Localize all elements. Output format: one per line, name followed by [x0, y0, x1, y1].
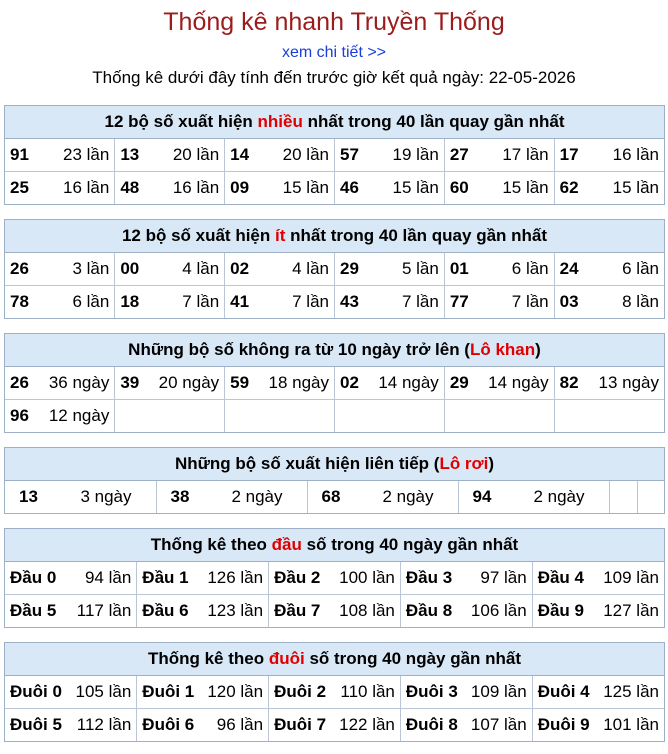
stat-cell: [444, 139, 554, 172]
stat-cell: [334, 367, 444, 400]
stats-table: [5, 562, 664, 627]
number: 41: [230, 292, 250, 311]
heading-text: số trong 40 ngày gần nhất: [301, 535, 519, 554]
count: 123 lần: [207, 601, 264, 620]
number: 82: [559, 373, 579, 392]
number: 13: [120, 145, 140, 164]
count: 117 lần: [76, 601, 132, 620]
stat-cell: [225, 286, 335, 319]
stat-cell: [115, 139, 225, 172]
stat-cell: [115, 253, 225, 286]
panel-heading: [5, 334, 664, 367]
number: 57: [339, 145, 359, 164]
count: 96 lần: [216, 715, 264, 734]
heading-text: Thống kê theo: [150, 535, 272, 554]
stats-table: [5, 481, 664, 513]
panel-heading: [5, 106, 664, 139]
number: 01: [449, 259, 469, 278]
empty-cell: [334, 400, 444, 433]
date-note: Thống kê dưới đây tính đến trước giờ kết quả ngày: 22-05-2026: [92, 68, 576, 87]
count: 109 lần: [603, 568, 659, 587]
heading-highlight: đầu: [271, 535, 302, 554]
stat-cell: [269, 676, 401, 709]
count: 6 lần: [622, 259, 659, 278]
stat-cell: [554, 139, 664, 172]
lo-khan-panel: [4, 333, 665, 433]
digit-label: Đuôi 6: [142, 715, 195, 734]
count: 15 lần: [502, 178, 549, 197]
stat-cell: [400, 676, 532, 709]
count: 4 lần: [182, 259, 220, 278]
count: 97 lần: [480, 568, 527, 587]
count: 6 lần: [511, 259, 549, 278]
panel-heading: [5, 220, 664, 253]
count: 4 lần: [292, 259, 329, 278]
empty-cell: [444, 400, 554, 433]
number: 91: [10, 145, 29, 164]
duoi-panel: [4, 642, 665, 742]
heading-text: ): [488, 454, 495, 473]
digit-label: Đuôi 7: [274, 715, 327, 734]
number: 09: [230, 178, 250, 197]
count: 14 ngày: [488, 373, 549, 392]
stat-cell: [156, 481, 307, 513]
stat-cell: [5, 676, 137, 709]
number: 03: [559, 292, 579, 311]
stat-cell: [334, 172, 444, 205]
stat-cell: [225, 367, 335, 400]
stat-cell: [532, 595, 664, 628]
heading-text: 12 bộ số xuất hiện: [121, 226, 275, 245]
detail-link[interactable]: xem chi tiết >>: [281, 44, 387, 61]
count: 6 lần: [72, 292, 110, 311]
number: 00: [120, 259, 140, 278]
stat-cell: [137, 562, 269, 595]
stat-cell: [532, 562, 664, 595]
number: 46: [339, 178, 359, 197]
number: 27: [449, 145, 469, 164]
stat-cell: [137, 676, 269, 709]
stat-cell: [115, 286, 225, 319]
heading-highlight: nhiều: [257, 112, 303, 131]
count: 23 lần: [63, 145, 110, 164]
count: 20 lần: [282, 145, 329, 164]
stat-cell: [225, 139, 335, 172]
count: 7 lần: [182, 292, 220, 311]
stat-cell: [269, 562, 401, 595]
count: 14 ngày: [378, 373, 439, 392]
heading-text: 12 bộ số xuất hiện: [104, 112, 258, 131]
stat-cell: [444, 172, 554, 205]
stat-cell: [225, 253, 335, 286]
stat-cell: [400, 709, 532, 742]
count: 2 ngày: [382, 487, 434, 506]
count: 15 lần: [392, 178, 439, 197]
heading-text: Những bộ số xuất hiện liên tiếp (: [174, 454, 440, 473]
digit-label: Đầu 0: [10, 568, 57, 587]
stat-cell: [115, 367, 225, 400]
stat-cell: [334, 253, 444, 286]
digit-label: Đầu 2: [274, 568, 321, 587]
digit-label: Đuôi 5: [10, 715, 62, 734]
count: 13 ngày: [598, 373, 659, 392]
count: 101 lần: [603, 715, 659, 734]
number: 24: [559, 259, 579, 278]
stat-cell: [334, 286, 444, 319]
number: 02: [339, 373, 359, 392]
count: 120 lần: [207, 682, 264, 701]
number: 59: [230, 373, 250, 392]
heading-text: nhất trong 40 lần quay gần nhất: [302, 112, 565, 131]
count: 126 lần: [207, 568, 264, 587]
number: 43: [339, 292, 359, 311]
count: 7 lần: [511, 292, 549, 311]
count: 122 lần: [339, 715, 395, 734]
empty-cell: [225, 400, 335, 433]
count: 8 lần: [622, 292, 659, 311]
stat-cell: [137, 709, 269, 742]
digit-label: Đầu 5: [10, 601, 57, 620]
count: 19 lần: [392, 145, 439, 164]
count: 18 ngày: [268, 373, 329, 392]
stat-cell: [5, 172, 115, 205]
count: 12 ngày: [48, 406, 110, 425]
count: 16 lần: [63, 178, 110, 197]
stat-cell: [554, 172, 664, 205]
stat-cell: [532, 676, 664, 709]
stat-cell: [137, 595, 269, 628]
stat-cell: [444, 253, 554, 286]
digit-label: Đầu 3: [405, 568, 453, 587]
heading-highlight: ít: [275, 226, 286, 245]
number: 13: [19, 487, 38, 506]
digit-label: Đầu 1: [142, 568, 189, 587]
stat-cell: [307, 481, 458, 513]
digit-label: Đầu 6: [142, 601, 189, 620]
number: 96: [10, 406, 29, 425]
empty-cell: [637, 481, 664, 513]
stat-cell: [5, 709, 137, 742]
stat-cell: [532, 709, 664, 742]
stat-cell: [269, 595, 401, 628]
count: 5 lần: [401, 259, 439, 278]
number: 29: [449, 373, 469, 392]
count: 16 lần: [172, 178, 220, 197]
number: 78: [10, 292, 29, 311]
count: 36 ngày: [48, 373, 110, 392]
count: 17 lần: [502, 145, 549, 164]
stat-cell: [554, 286, 664, 319]
stat-cell: [400, 595, 532, 628]
heading-text: nhất trong 40 lần quay gần nhất: [285, 226, 548, 245]
most-frequent-panel: [4, 105, 665, 205]
heading-text: Những bộ số không ra từ 10 ngày trở lên (: [128, 340, 470, 359]
digit-label: Đuôi 2: [274, 682, 327, 701]
empty-cell: [554, 400, 664, 433]
heading-text: số trong 40 ngày gần nhất: [304, 649, 522, 668]
least-frequent-panel: [4, 219, 665, 319]
stat-cell: [5, 286, 115, 319]
count: 106 lần: [470, 601, 527, 620]
stat-cell: [5, 139, 115, 172]
stat-cell: [334, 139, 444, 172]
number: 39: [120, 373, 140, 392]
digit-label: Đầu 8: [405, 601, 453, 620]
stat-cell: [444, 286, 554, 319]
digit-label: Đuôi 1: [142, 682, 195, 701]
count: 16 lần: [612, 145, 659, 164]
number: 77: [449, 292, 469, 311]
digit-label: Đuôi 4: [537, 682, 590, 701]
count: 3 lần: [72, 259, 110, 278]
stat-cell: [5, 253, 115, 286]
number: 29: [339, 259, 359, 278]
empty-cell: [115, 400, 225, 433]
count: 127 lần: [603, 601, 659, 620]
empty-cell: [609, 481, 637, 513]
heading-highlight: Lô khan: [469, 340, 536, 359]
digit-label: Đuôi 9: [537, 715, 590, 734]
stat-cell: [444, 367, 554, 400]
panel-heading: [5, 643, 664, 676]
panel-heading: [5, 448, 664, 481]
digit-label: Đầu 7: [274, 601, 321, 620]
number: 68: [321, 487, 341, 506]
number: 48: [120, 178, 140, 197]
count: 2 ngày: [533, 487, 585, 506]
number: 60: [449, 178, 469, 197]
number: 17: [559, 145, 579, 164]
number: 02: [230, 259, 250, 278]
stat-cell: [5, 400, 115, 433]
stat-cell: [115, 172, 225, 205]
number: 18: [120, 292, 140, 311]
count: 3 ngày: [80, 487, 132, 506]
count: 15 lần: [612, 178, 659, 197]
stat-cell: [5, 595, 137, 628]
lo-roi-panel: [4, 447, 665, 514]
number: 26: [10, 259, 29, 278]
heading-text: Thống kê theo: [147, 649, 269, 668]
page-title: Thống kê nhanh Truyền Thống: [163, 8, 505, 36]
stat-cell: [269, 709, 401, 742]
number: 26: [10, 373, 29, 392]
count: 125 lần: [603, 682, 659, 701]
stats-table: [5, 676, 664, 741]
count: 15 lần: [282, 178, 329, 197]
digit-label: Đuôi 3: [405, 682, 458, 701]
stat-cell: [5, 562, 137, 595]
stat-cell: [5, 481, 156, 513]
count: 7 lần: [292, 292, 329, 311]
panel-heading: [5, 529, 664, 562]
count: 109 lần: [470, 682, 527, 701]
stat-cell: [400, 562, 532, 595]
count: 107 lần: [470, 715, 527, 734]
number: 62: [559, 178, 579, 197]
dau-panel: [4, 528, 665, 628]
digit-label: Đuôi 8: [405, 715, 458, 734]
digit-label: Đầu 9: [537, 601, 584, 620]
stats-table: [5, 139, 664, 204]
stat-cell: [5, 367, 115, 400]
number: 14: [230, 145, 250, 164]
number: 38: [170, 487, 190, 506]
count: 2 ngày: [231, 487, 283, 506]
stat-cell: [225, 172, 335, 205]
count: 105 lần: [75, 682, 132, 701]
count: 20 ngày: [158, 373, 220, 392]
count: 108 lần: [339, 601, 395, 620]
heading-highlight: đuôi: [268, 649, 305, 668]
stat-cell: [554, 253, 664, 286]
heading-text: ): [535, 340, 541, 359]
heading-highlight: Lô rơi: [439, 454, 489, 473]
stat-cell: [554, 367, 664, 400]
count: 20 lần: [172, 145, 220, 164]
stats-table: [5, 253, 664, 318]
count: 110 lần: [340, 682, 395, 701]
digit-label: Đuôi 0: [10, 682, 62, 701]
count: 100 lần: [339, 568, 395, 587]
stat-cell: [458, 481, 609, 513]
number: 94: [472, 487, 492, 506]
digit-label: Đầu 4: [537, 568, 584, 587]
count: 7 lần: [401, 292, 439, 311]
count: 94 lần: [84, 568, 132, 587]
count: 112 lần: [76, 715, 132, 734]
stats-table: [5, 367, 664, 432]
number: 25: [10, 178, 29, 197]
